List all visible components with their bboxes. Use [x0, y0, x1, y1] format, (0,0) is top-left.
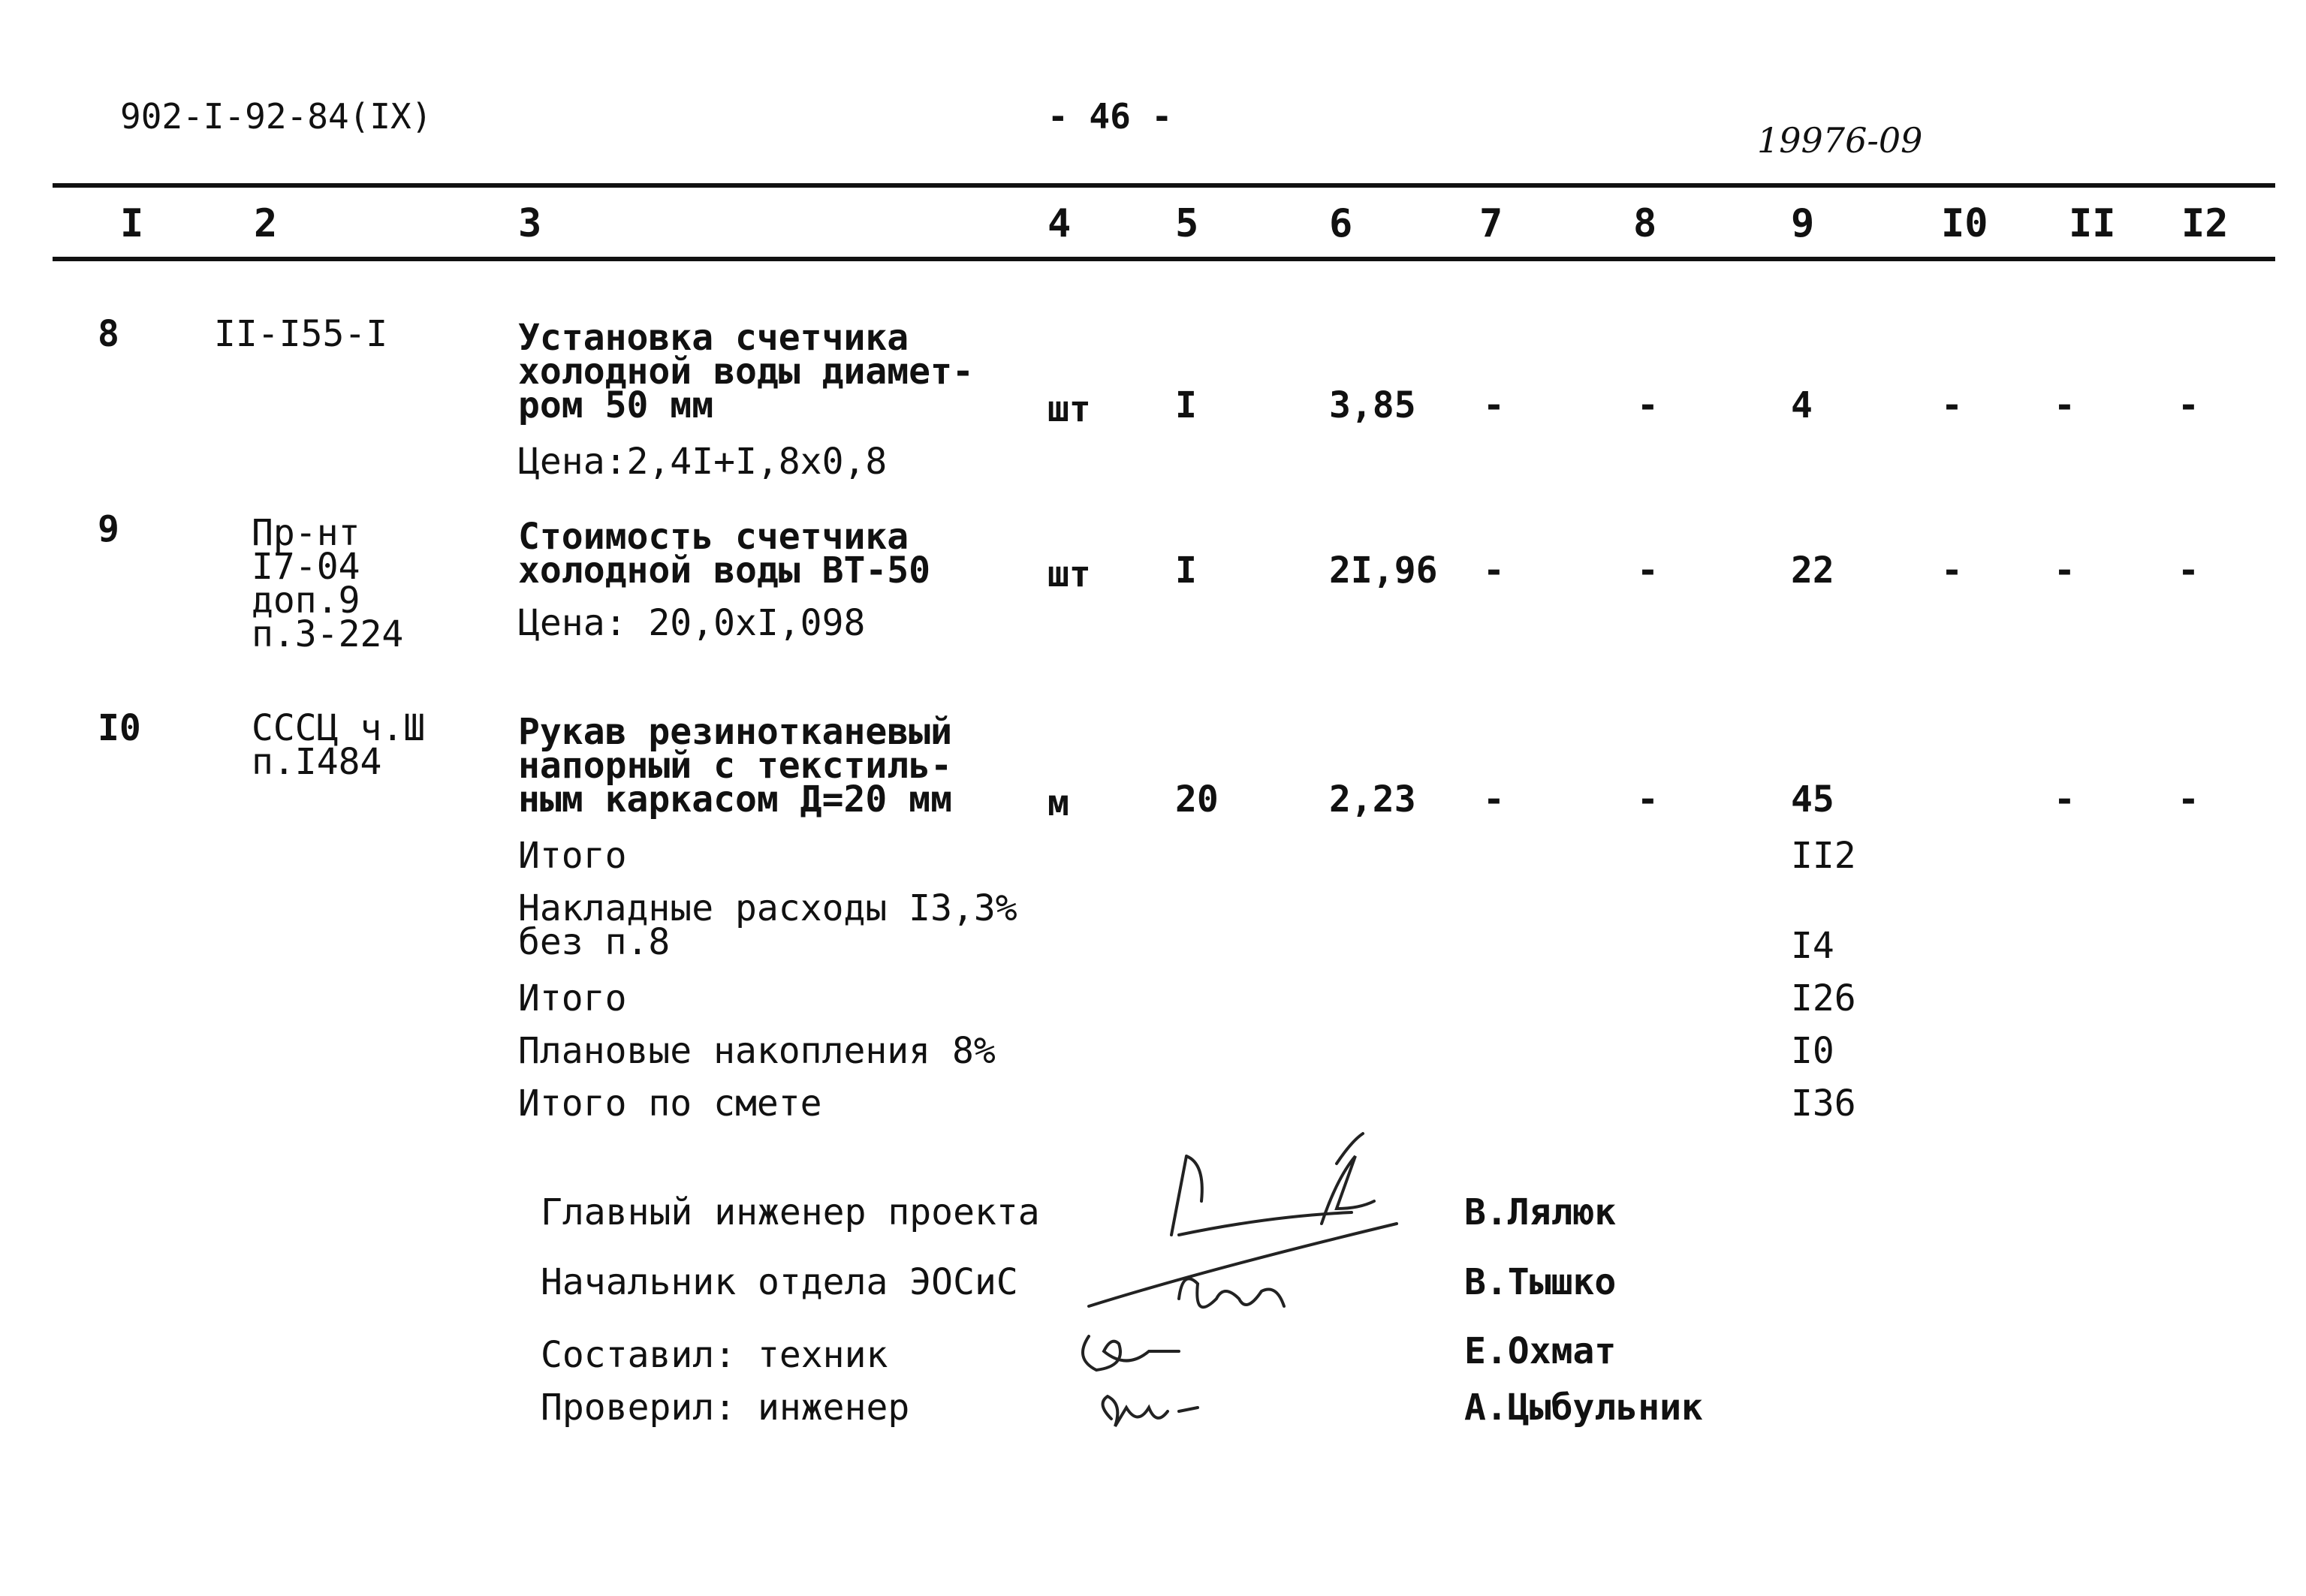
- row-code: Пр-нт: [252, 512, 360, 554]
- row-price-note: Цена: 20,0xI,098: [518, 602, 866, 644]
- signature-role: Составил: техник: [541, 1334, 888, 1376]
- summary-value: I36: [1791, 1083, 1856, 1125]
- row-code: II-I55-I: [214, 313, 388, 355]
- row-col10: -: [1941, 384, 1963, 426]
- header-bottom-rule: [53, 257, 2275, 261]
- signature-name: А.Цыбульник: [1464, 1387, 1703, 1429]
- row-description: холодной воды ВТ-50: [518, 550, 931, 592]
- summary-label: Итого: [518, 977, 627, 1019]
- col-header: 8: [1633, 201, 1657, 246]
- handwritten-signatures: [1066, 1111, 1457, 1471]
- page-number: - 46 -: [1047, 96, 1173, 137]
- signature-role: Проверил: инженер: [541, 1387, 910, 1429]
- row-col7: -: [1483, 550, 1505, 592]
- row-unit: м: [1047, 782, 1069, 824]
- col-header: II: [2069, 201, 2116, 246]
- document-code: 902-I-92-84(IX): [120, 96, 433, 137]
- signature-role: Начальник отдела ЭОСиС: [541, 1261, 1018, 1303]
- signature-name: В.Тышко: [1464, 1261, 1617, 1303]
- row-quantity: I: [1175, 384, 1197, 426]
- row-code: доп.9: [252, 580, 360, 622]
- summary-label: Плановые накопления 8%: [518, 1030, 996, 1072]
- col-header: I0: [1941, 201, 1988, 246]
- row-col8: -: [1637, 550, 1659, 592]
- row-col11: -: [2054, 778, 2075, 821]
- col-header: 7: [1479, 201, 1503, 246]
- row-col12: -: [2178, 550, 2199, 592]
- row-col11: -: [2054, 550, 2075, 592]
- header-top-rule: [53, 183, 2275, 188]
- col-header: 6: [1329, 201, 1353, 246]
- row-number: I0: [98, 707, 141, 749]
- row-code: I7-04: [252, 546, 360, 588]
- col-header: I: [120, 201, 144, 246]
- row-quantity: I: [1175, 550, 1197, 592]
- summary-value: I26: [1791, 977, 1856, 1019]
- row-unit: шт: [1047, 388, 1091, 430]
- summary-label: Итого: [518, 835, 627, 877]
- row-code: СССЦ ч.Ш: [252, 707, 426, 749]
- col-header: 9: [1791, 201, 1815, 246]
- summary-label: без п.8: [518, 921, 671, 963]
- row-description: Рукав резинотканевый: [518, 711, 952, 753]
- stamp-number: 19976-09: [1757, 120, 1923, 161]
- row-col11: -: [2054, 384, 2075, 426]
- signature-role: Главный инженер проекта: [541, 1191, 1040, 1233]
- summary-label: Накладные расходы I3,3%: [518, 887, 1017, 929]
- col-header: I2: [2181, 201, 2229, 246]
- col-header: 4: [1047, 201, 1072, 246]
- row-description: холодной воды диамет-: [518, 351, 974, 393]
- summary-value: II2: [1791, 835, 1856, 877]
- row-description: ром 50 мм: [518, 384, 714, 426]
- row-description: Стоимость счетчика: [518, 516, 909, 558]
- row-col12: -: [2178, 384, 2199, 426]
- col-header: 3: [518, 201, 542, 246]
- row-price-note: Цена:2,4I+I,8x0,8: [518, 441, 888, 483]
- row-description: напорный с текстиль-: [518, 745, 952, 787]
- row-total: 4: [1791, 384, 1813, 426]
- signature-name: Е.Охмат: [1464, 1330, 1617, 1372]
- row-number: 9: [98, 508, 119, 550]
- row-unit: шт: [1047, 553, 1091, 595]
- row-col7: -: [1483, 778, 1505, 821]
- row-price: 3,85: [1329, 384, 1416, 426]
- row-price: 2I,96: [1329, 550, 1438, 592]
- row-col8: -: [1637, 778, 1659, 821]
- col-header: 2: [254, 201, 278, 246]
- row-description: Установка счетчика: [518, 317, 909, 359]
- row-col7: -: [1483, 384, 1505, 426]
- row-description: ным каркасом Д=20 мм: [518, 778, 952, 821]
- row-col10: -: [1941, 550, 1963, 592]
- row-total: 45: [1791, 778, 1834, 821]
- signature-name: В.Лялюк: [1464, 1191, 1617, 1233]
- summary-value: I4: [1791, 925, 1834, 967]
- row-total: 22: [1791, 550, 1834, 592]
- row-col12: -: [2178, 778, 2199, 821]
- row-col8: -: [1637, 384, 1659, 426]
- col-header: 5: [1175, 201, 1199, 246]
- summary-value: I0: [1791, 1030, 1834, 1072]
- summary-label: Итого по смете: [518, 1083, 822, 1125]
- row-quantity: 20: [1175, 778, 1219, 821]
- row-number: 8: [98, 313, 119, 355]
- row-code: п.I484: [252, 741, 382, 783]
- row-price: 2,23: [1329, 778, 1416, 821]
- row-code: п.3-224: [252, 613, 404, 655]
